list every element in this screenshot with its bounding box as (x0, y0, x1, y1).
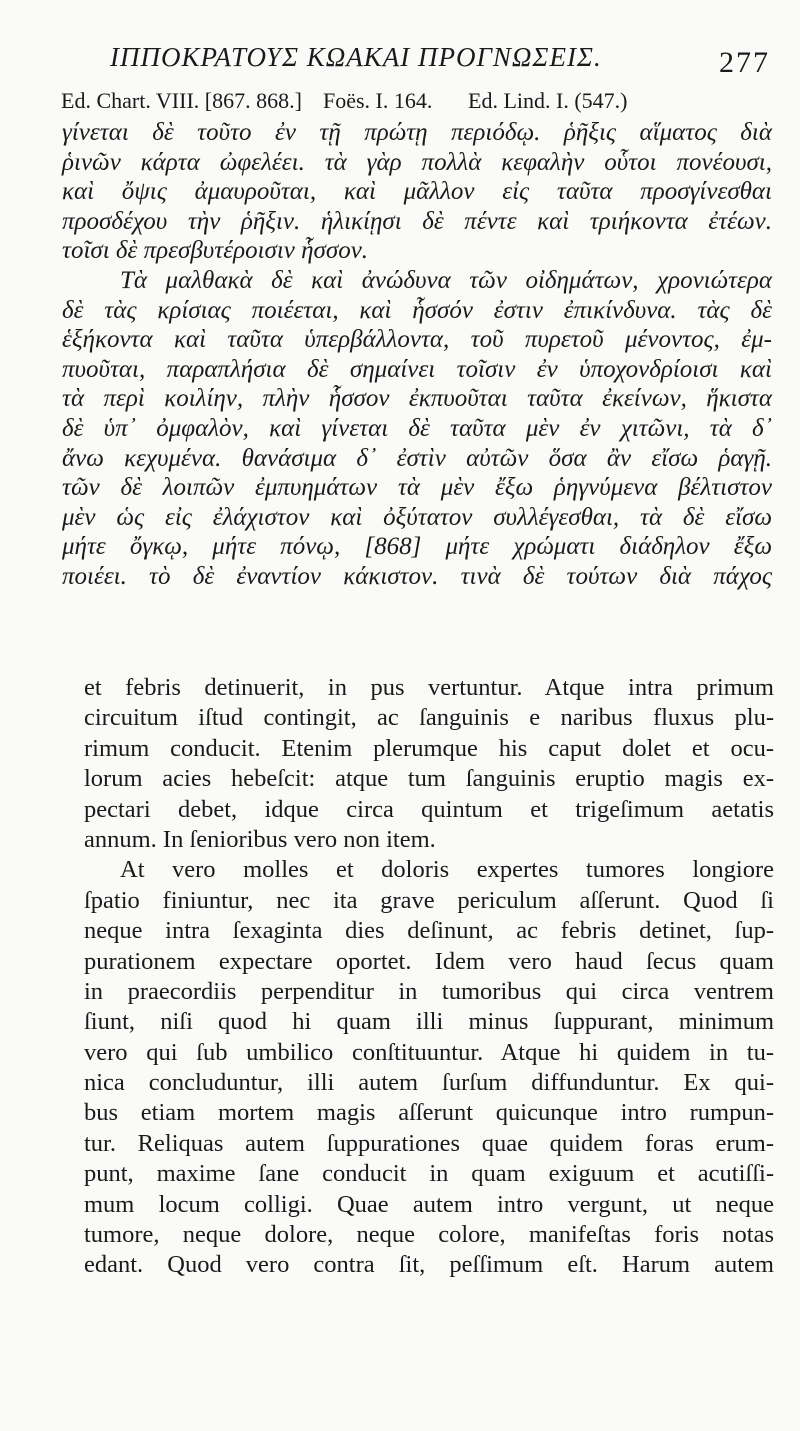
edition-chartier-ref: Ed. Chart. VIII. [867. 868.] (61, 88, 302, 113)
greek-line: ἄνω κεχυμένα. θανάσιμα δ᾽ ἐστὶν αὐτῶν ὅσα ἂν εἴσω ῥαγῇ. (62, 444, 772, 472)
greek-line: τοῖσι δὲ πρεσβυτέροισιν ἧσσον. (62, 237, 369, 265)
latin-line: At vero molles et doloris expertes tumores longiore (120, 856, 774, 884)
latin-line: pectari debet, idque circa quintum et trigeſimum aetatis (84, 795, 774, 823)
edition-foes-ref: Foës. I. 164. (323, 88, 433, 113)
greek-line: ῥινῶν κάρτα ὠφελέει. τὰ γὰρ πολλὰ κεφαλὴν οὗτοι πονέουσι, (62, 148, 772, 176)
latin-line: rimum conducit. Etenim plerumque his caput dolet et ocu- (84, 734, 774, 762)
latin-line: tur. Reliquas autem ſuppurationes quae quidem foras erum- (84, 1129, 774, 1157)
edition-references (61, 88, 761, 118)
greek-line: δὲ τὰς κρίσιας ποιέεται, καὶ ἧσσόν ἐστιν ἐπικίνδυνα. τὰς δὲ (62, 296, 772, 324)
greek-line: τὰ περὶ κοιλίην, πλὴν ἧσσον ἐκπυοῦται ταῦτα ἐκείνων, ἥκιστα (62, 385, 772, 413)
greek-line: μὲν ὡς εἰς ἐλάχιστον καὶ ὀξύτατον συλλέγεσθαι, τὰ δὲ εἴσω (62, 503, 772, 531)
latin-line: edant. Quod vero contra ſit, peſſimum eſt. Harum autem (84, 1251, 774, 1279)
greek-line: τῶν δὲ λοιπῶν ἐμπυημάτων τὰ μὲν ἔξω ῥηγνύμενα βέλτιστον (62, 474, 772, 502)
latin-line: punt, maxime ſane conducit in quam exiguum et acutiſſi- (84, 1160, 774, 1188)
greek-line: προσδέχου τὴν ῥῆξιν. ἡλικίῃσι δὲ πέντε καὶ τριήκοντα ἐτέων. (62, 207, 772, 235)
latin-line: circuitum iſtud contingit, ac ſanguinis e naribus fluxus plu- (84, 704, 774, 732)
latin-line: et febris detinuerit, in pus vertuntur. Atque intra primum (84, 674, 774, 701)
latin-translation (84, 673, 774, 1281)
running-head (110, 38, 770, 88)
latin-line: in praecordiis perpenditur in tumoribus qui circa ventrem (84, 977, 774, 1005)
greek-line: ἑξήκοντα καὶ ταῦτα ὑπερβάλλοντα, τοῦ πυρετοῦ μένοντος, ἐμ- (62, 326, 772, 354)
latin-line: annum. In ſenioribus vero non item. (84, 825, 436, 853)
greek-text (62, 118, 772, 592)
greek-line: Τὰ μαλθακὰ δὲ καὶ ἀνώδυνα τῶν οἰδημάτων, χρονιώτερα (120, 266, 772, 294)
latin-line: mum locum colligi. Quae autem intro vergunt, ut neque (84, 1190, 774, 1218)
latin-line: tumore, neque dolore, neque colore, manifeſtas foris notas (84, 1221, 774, 1249)
greek-line: ποιέει. τὸ δὲ ἐναντίον κάκιστον. τινὰ δὲ τούτων διὰ πάχος (62, 562, 772, 590)
latin-line: lorum acies hebeſcit: atque tum ſanguinis eruptio magis ex- (84, 765, 774, 793)
page-number: 277 (719, 46, 770, 79)
latin-line: ſpatio finiuntur, nec ita grave periculum aſſerunt. Quod ſi (84, 886, 774, 914)
latin-line: purationem expectare oportet. Idem vero haud ſecus quam (84, 947, 774, 975)
latin-line: vero qui ſub umbilico conſtituuntur. Atque hi quidem in tu- (84, 1038, 774, 1066)
greek-line: δὲ ὑπ᾽ ὀμφαλὸν, καὶ γίνεται δὲ ταῦτα μὲν ἐν χιτῶνι, τὰ δ᾽ (62, 414, 772, 442)
running-head-title: ΙΠΠΟΚΡΑΤΟΥΣ ΚΩΑΚΑΙ ΠΡΟΓΝΩΣΕΙΣ. (110, 42, 602, 72)
greek-line: γίνεται δὲ τοῦτο ἐν τῇ πρώτῃ περιόδῳ. ῥῆξις αἵματος διὰ (62, 119, 772, 146)
latin-line: bus etiam mortem magis aſſerunt quicunque intro rumpun- (84, 1099, 774, 1127)
latin-line: nica concluduntur, illi autem ſurſum diffunduntur. Ex qui- (84, 1069, 774, 1097)
greek-line: πυοῦται, παραπλήσια δὲ σημαίνει τοῖσιν ἐν ὑποχονδρίοισι καὶ (62, 355, 772, 383)
greek-line: καὶ ὄψις ἀμαυροῦται, καὶ μᾶλλον εἰς ταῦτα προσγίνεσθαι (62, 178, 772, 206)
latin-line: ſiunt, niſi quod hi quam illi minus ſuppurant, minimum (84, 1008, 774, 1036)
edition-linden-ref: Ed. Lind. I. (547.) (468, 88, 628, 113)
latin-line: neque intra ſexaginta dies deſinunt, ac febris detinet, ſup- (84, 917, 774, 945)
greek-line: μήτε ὄγκῳ, μήτε πόνῳ, [868] μήτε χρώματι διάδηλον ἔξω (62, 533, 772, 561)
